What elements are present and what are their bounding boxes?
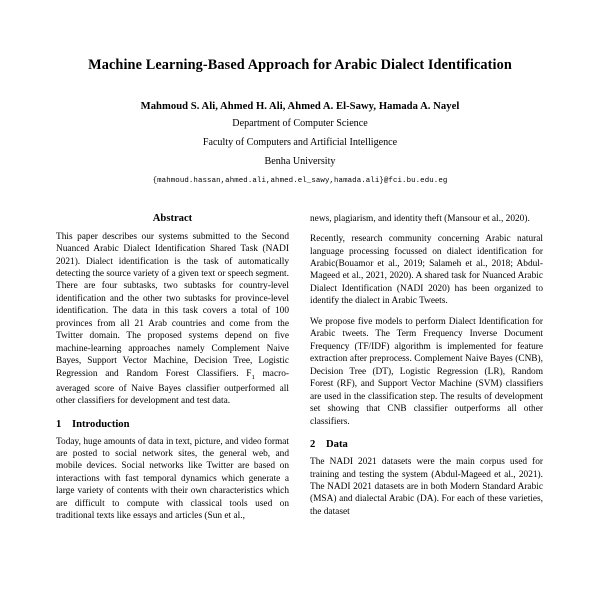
affiliation-line-3: Benha University [264, 156, 336, 168]
page-title: Machine Learning-Based Approach for Arabic Dialect Identification [88, 57, 512, 73]
section-title-2: Data [326, 439, 348, 451]
affiliation-line-2: Faculty of Computers and Artificial Intelligence [202, 136, 398, 148]
abstract-text-part-1: This paper describes our systems submitted to the Second Nuanced Arabic Dialect Identification Shared Task (NADI 2021). Dialect identification is the task of automatically detecting the source variety of a given text or speech segment. There are four subtasks, two subtasks for country-level identification and the other two subtasks for province-level identification. The data in this task covers a total of 100 provinces from all 21 Arab countries and come from the Twitter domain. The proposed systems depend on five machine-learning approaches namely Complement Naive Bayes, Support Vector Machine, Decision Tree, Logistic Regression and Random Forest Classifiers. F [56, 231, 289, 379]
section-heading-introduction [56, 419, 289, 430]
section-heading-data [310, 439, 543, 450]
author-list: Mahmoud S. Ali, Ahmed H. Ali, Ahmed A. El-Sawy, Hamada A. Nayel [140, 100, 460, 112]
section-number-2: 2 [310, 439, 316, 451]
section-number-1: 1 [56, 418, 62, 430]
right-paragraph-3: We propose five models to perform Dialect Identification for Arabic tweets. The Term Frequency Inverse Document Frequency (TF/IDF) algorithm is implemented for feature extraction after preprocess. Complement Naive Bayes (CNB), Decision Tree (DT), Logistic Regression (LR), Random Forest (RF), and Support Vector Machine (SVM) classifiers are used in the classification step. The results of development set showing that CNB classifier outperforms all other classifiers. [310, 316, 543, 427]
abstract-subscript: 1 [251, 373, 255, 381]
abstract-text-part-2: macro-averaged score of Naive Bayes classifier outperformed all other classifiers for development and test data. [56, 368, 289, 407]
author-emails: {mahmoud.hassan,ahmed.ali,ahmed.el_sawy,hamada.ali}@fci.bu.edu.eg [152, 176, 448, 185]
right-paragraph-2: Recently, research community concerning Arabic natural language processing focussed on dialect identification for Arabic(Bouamor et al., 2019; Salameh et al., 2018; Abdul-Mageed et al., 2021, 2020). A shared task for Nuanced Arabic Dialect Identification (NADI 2020) has been organized to identify the dialect in Arabic Tweets. [310, 234, 543, 307]
abstract-heading: Abstract [152, 212, 193, 224]
intro-paragraph-1: Today, huge amounts of data in text, picture, and video format are posted to social network sites, the general web, and mobile devices. Social networks like Twitter are based on interactions with fast temporal dynamics which generate a large variety of contents with their own characteristics which are difficult to compute with classical tools used on traditional texts like essays and articles (Sun et al., [56, 436, 289, 522]
section-title-1: Introduction [72, 418, 130, 430]
right-column [310, 213, 543, 523]
right-paragraph-1: news, plagiarism, and identity theft (Mansour et al., 2020). [310, 213, 530, 224]
left-column [56, 213, 289, 523]
two-column-body [56, 213, 544, 523]
affiliation-line-1: Department of Computer Science [232, 117, 368, 129]
abstract-text [56, 231, 289, 408]
data-paragraph-1: The NADI 2021 datasets were the main corpus used for training and testing the system (Abdul-Mageed et al., 2021). The NADI 2021 datasets are in both Modern Standard Arabic (MSA) and dialectal Arabic (DA). For each of these varieties, the dataset [310, 457, 543, 517]
